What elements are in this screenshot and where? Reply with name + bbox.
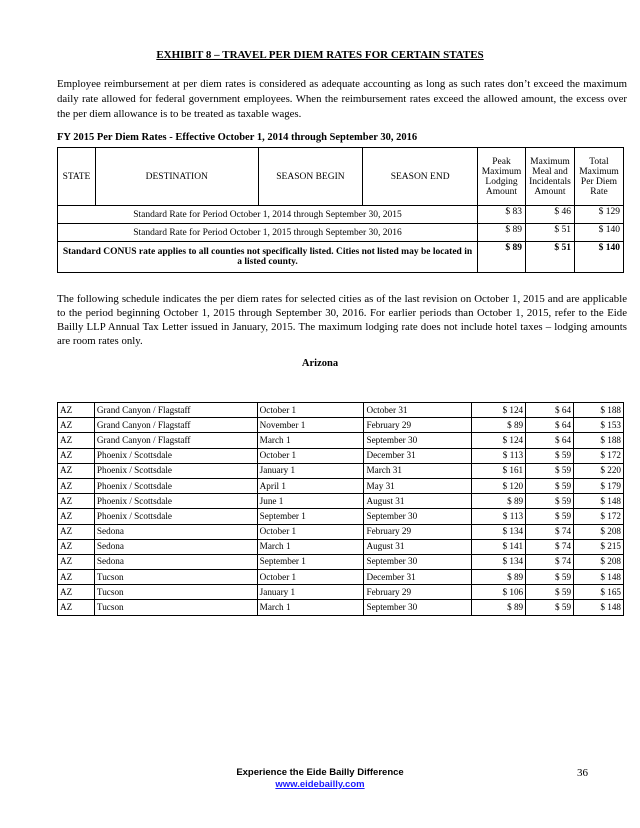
meals-value: $ 46: [525, 206, 574, 224]
meals-cell: $ 59: [526, 509, 574, 524]
table-row: [58, 524, 624, 539]
total-cell: $ 208: [574, 524, 624, 539]
state-cell: AZ: [58, 448, 95, 463]
total-cell: $ 188: [574, 403, 624, 418]
exhibit-title: EXHIBIT 8 – TRAVEL PER DIEM RATES FOR CERTAIN STATES: [156, 49, 484, 61]
intro-paragraph: Employee reimbursement at per diem rates is considered as adequate accounting as long as such rates don’t exceed the maximum daily rate allowed for federal government employees. When the reimbursement rates exceed the allowed amount, the excess over the per diem allowance is to be treated as taxable wages.: [57, 78, 627, 120]
col-header-destination: DESTINATION: [95, 148, 258, 206]
meals-cell: $ 59: [526, 478, 574, 493]
col-header-lodging: Peak Maximum Lodging Amount: [478, 148, 526, 206]
state-heading: Arizona: [301, 358, 339, 369]
total-cell: $ 188: [574, 433, 624, 448]
destination-cell: Grand Canyon / Flagstaff: [94, 433, 257, 448]
table-row: [58, 224, 624, 242]
meals-cell: $ 74: [526, 524, 574, 539]
season-begin-cell: January 1: [257, 463, 364, 478]
meals-cell: $ 59: [526, 570, 574, 585]
table-row: [58, 463, 624, 478]
destination-cell: Phoenix / Scottsdale: [94, 463, 257, 478]
state-cell: AZ: [58, 403, 95, 418]
season-begin-cell: October 1: [257, 524, 364, 539]
season-end-cell: September 30: [364, 433, 472, 448]
state-cell: AZ: [58, 509, 95, 524]
page-number: 36: [577, 767, 588, 779]
conus-rate-note: Standard CONUS rate applies to all counties not specifically listed. Cities not listed may be located in a listed county.: [58, 242, 478, 273]
destination-cell: Phoenix / Scottsdale: [94, 448, 257, 463]
schedule-paragraph: The following schedule indicates the per diem rates for selected cities as of the last revision on October 1, 2015 and are applicable to the period beginning October 1, 2015 through September 30, 2016. For earlier periods than October 1, 2015, refer to the Eide Bailly LLP Annual Tax Letter issued in January, 2015. The maximum lodging rate does not include hotel taxes – lodging amounts are room rates only.: [57, 293, 627, 347]
lodging-cell: $ 134: [472, 554, 526, 569]
destination-cell: Sedona: [94, 539, 257, 554]
meals-cell: $ 59: [526, 600, 574, 615]
lodging-cell: $ 113: [472, 448, 526, 463]
season-begin-cell: January 1: [257, 585, 364, 600]
season-begin-cell: September 1: [257, 554, 364, 569]
total-cell: $ 153: [574, 418, 624, 433]
table-row: [58, 418, 624, 433]
lodging-cell: $ 113: [472, 509, 526, 524]
destination-cell: Phoenix / Scottsdale: [94, 494, 257, 509]
season-end-cell: October 31: [364, 403, 472, 418]
table-row: [58, 570, 624, 585]
standard-rates-table: [57, 147, 624, 273]
season-begin-cell: April 1: [257, 478, 364, 493]
season-begin-cell: March 1: [257, 600, 364, 615]
total-cell: $ 172: [574, 509, 624, 524]
table-row: [58, 478, 624, 493]
destination-cell: Tucson: [94, 585, 257, 600]
total-cell: $ 148: [574, 600, 624, 615]
destination-cell: Phoenix / Scottsdale: [94, 509, 257, 524]
state-cell: AZ: [58, 585, 95, 600]
season-end-cell: February 29: [364, 418, 472, 433]
col-header-season-end: SEASON END: [363, 148, 478, 206]
state-cell: AZ: [58, 478, 95, 493]
season-begin-cell: June 1: [257, 494, 364, 509]
meals-value: $ 51: [525, 242, 574, 273]
total-cell: $ 220: [574, 463, 624, 478]
meals-cell: $ 59: [526, 448, 574, 463]
lodging-cell: $ 141: [472, 539, 526, 554]
season-begin-cell: October 1: [257, 403, 364, 418]
season-begin-cell: October 1: [257, 448, 364, 463]
total-cell: $ 148: [574, 494, 624, 509]
total-cell: $ 165: [574, 585, 624, 600]
season-end-cell: December 31: [364, 448, 472, 463]
season-end-cell: September 30: [364, 509, 472, 524]
season-end-cell: March 31: [364, 463, 472, 478]
lodging-value: $ 83: [478, 206, 526, 224]
table-row: [58, 403, 624, 418]
col-header-total: Total Maximum Per Diem Rate: [574, 148, 623, 206]
season-end-cell: August 31: [364, 539, 472, 554]
meals-cell: $ 59: [526, 463, 574, 478]
destination-cell: Grand Canyon / Flagstaff: [94, 418, 257, 433]
season-end-cell: December 31: [364, 570, 472, 585]
season-end-cell: August 31: [364, 494, 472, 509]
destination-cell: Tucson: [94, 570, 257, 585]
season-end-cell: February 29: [364, 524, 472, 539]
table-row: [58, 585, 624, 600]
col-header-season-begin: SEASON BEGIN: [258, 148, 363, 206]
state-cell: AZ: [58, 418, 95, 433]
meals-cell: $ 59: [526, 494, 574, 509]
destination-cell: Sedona: [94, 554, 257, 569]
table-row: [58, 494, 624, 509]
state-cell: AZ: [58, 433, 95, 448]
table-row: [58, 242, 624, 273]
total-cell: $ 179: [574, 478, 624, 493]
season-begin-cell: March 1: [257, 433, 364, 448]
table-row: [58, 206, 624, 224]
city-rows: [58, 403, 624, 616]
season-end-cell: February 29: [364, 585, 472, 600]
table-row: [58, 448, 624, 463]
lodging-cell: $ 89: [472, 570, 526, 585]
state-cell: AZ: [58, 524, 95, 539]
destination-cell: Sedona: [94, 524, 257, 539]
season-begin-cell: September 1: [257, 509, 364, 524]
meals-value: $ 51: [525, 224, 574, 242]
state-cell: AZ: [58, 539, 95, 554]
col-header-state: STATE: [58, 148, 96, 206]
lodging-value: $ 89: [478, 242, 526, 273]
total-cell: $ 208: [574, 554, 624, 569]
destination-cell: Grand Canyon / Flagstaff: [94, 403, 257, 418]
total-value: $ 140: [574, 224, 623, 242]
total-cell: $ 215: [574, 539, 624, 554]
lodging-cell: $ 134: [472, 524, 526, 539]
footer: [0, 767, 640, 791]
total-value: $ 140: [574, 242, 623, 273]
city-rates-table: [57, 402, 624, 616]
season-begin-cell: March 1: [257, 539, 364, 554]
table-row: [58, 554, 624, 569]
website-link[interactable]: www.eidebailly.com: [275, 779, 365, 790]
total-cell: $ 172: [574, 448, 624, 463]
lodging-cell: $ 124: [472, 433, 526, 448]
lodging-cell: $ 89: [472, 418, 526, 433]
meals-cell: $ 64: [526, 403, 574, 418]
destination-cell: Phoenix / Scottsdale: [94, 478, 257, 493]
lodging-cell: $ 89: [472, 494, 526, 509]
state-cell: AZ: [58, 554, 95, 569]
destination-cell: Tucson: [94, 600, 257, 615]
season-end-cell: September 30: [364, 554, 472, 569]
table-row: [58, 600, 624, 615]
total-value: $ 129: [574, 206, 623, 224]
season-begin-cell: November 1: [257, 418, 364, 433]
season-begin-cell: October 1: [257, 570, 364, 585]
standard-rate-label: Standard Rate for Period October 1, 2014 through September 30, 2015: [58, 206, 478, 224]
lodging-cell: $ 161: [472, 463, 526, 478]
meals-cell: $ 64: [526, 433, 574, 448]
col-header-meals: Maximum Meal and Incidentals Amount: [525, 148, 574, 206]
meals-cell: $ 74: [526, 539, 574, 554]
meals-cell: $ 59: [526, 585, 574, 600]
lodging-cell: $ 106: [472, 585, 526, 600]
table-row: [58, 433, 624, 448]
total-cell: $ 148: [574, 570, 624, 585]
standard-rate-label: Standard Rate for Period October 1, 2015 through September 30, 2016: [58, 224, 478, 242]
season-end-cell: May 31: [364, 478, 472, 493]
lodging-cell: $ 120: [472, 478, 526, 493]
footer-tagline: Experience the Eide Bailly Difference: [236, 767, 404, 778]
lodging-cell: $ 124: [472, 403, 526, 418]
state-cell: AZ: [58, 463, 95, 478]
state-cell: AZ: [58, 570, 95, 585]
state-cell: AZ: [58, 494, 95, 509]
table-header-row: [58, 148, 624, 206]
season-end-cell: September 30: [364, 600, 472, 615]
table-row: [58, 539, 624, 554]
table-row: [58, 509, 624, 524]
lodging-value: $ 89: [478, 224, 526, 242]
lodging-cell: $ 89: [472, 600, 526, 615]
meals-cell: $ 74: [526, 554, 574, 569]
fy-heading: FY 2015 Per Diem Rates - Effective October 1, 2014 through September 30, 2016: [57, 132, 418, 143]
state-cell: AZ: [58, 600, 95, 615]
meals-cell: $ 64: [526, 418, 574, 433]
